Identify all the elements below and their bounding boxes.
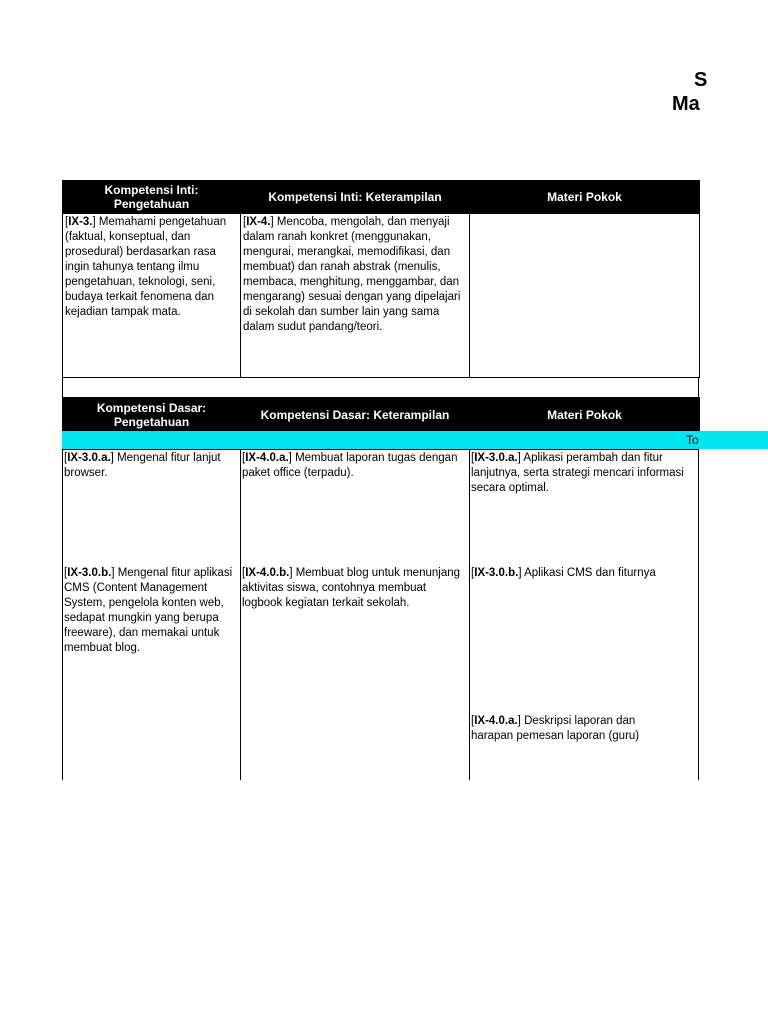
kd-text: Mengenal fitur aplikasi CMS (Content Management System, pengelola konten web, sedapat mungkin yang berupa freeware), dan memakai untuk membuat blog. [64, 567, 233, 654]
divider [62, 449, 699, 450]
header-materi-pokok-2: Materi Pokok [470, 398, 700, 432]
ki-code: IX-3. [68, 216, 93, 228]
ki-pengetahuan-cell: [IX-3.] Memahami pengetahuan (faktual, konseptual, dan prosedural) berdasarkan rasa ingin tahunya tentang ilmu pengetahuan, teknologi, seni, budaya terkait fenomena dan kejadian tampak mata. [63, 214, 241, 378]
list-item: [IX-3.0.b.] Mengenal fitur aplikasi CMS (Content Management System, pengelola konten web, sedapat mungkin yang berupa freeware), dan memakai untuk membuat blog. [64, 567, 233, 654]
kd-text: Membuat laporan tugas dengan paket office (terpadu). [242, 452, 458, 479]
kd-code: IX-4.0.a. [245, 452, 289, 464]
kd-code: IX-3.0.a. [67, 452, 111, 464]
title-line-1: S [694, 69, 708, 91]
kd-text: Aplikasi CMS dan fiturnya [521, 567, 656, 579]
divider [469, 449, 470, 780]
title-line-2: Ma [672, 93, 700, 115]
table-spacer [62, 377, 699, 397]
kd-text: Aplikasi perambah dan fitur lanjutnya, serta strategi mencari informasi secara optimal. [471, 452, 684, 494]
header-kd-pengetahuan: Kompetensi Dasar: Pengetahuan [63, 398, 241, 432]
kd-code: IX-3.0.b. [474, 567, 519, 579]
document-title [672, 68, 768, 116]
kd-text: Deskripsi laporan dan harapan pemesan laporan (guru) [471, 715, 640, 742]
kd-code: IX-4.0.b. [245, 567, 290, 579]
ki-text: Memahami pengetahuan (faktual, konseptual, dan prosedural) berdasarkan rasa ingin tahunya tentang ilmu pengetahuan, teknologi, seni, budaya terkait fenomena dan kejadian tampak mata. [65, 216, 227, 318]
ki-keterampilan-cell: [IX-4.] Mencoba, mengolah, dan menyaji dalam ranah konkret (menggunakan, mengurai, merangkai, memodifikasi, dan membuat) dan ranah abstrak (menulis, membaca, menghitung, menggambar, dan mengarang) sesuai dengan yang dipelajari di sekolah dan sumber lain yang sama dalam sudut pandang/teori. [241, 214, 470, 378]
kd-code: IX-4.0.a. [474, 715, 518, 727]
header-ki-pengetahuan: Kompetensi Inti: Pengetahuan [63, 181, 241, 214]
list-item: [IX-3.0.b.] Aplikasi CMS dan fiturnya [471, 567, 656, 579]
kd-code: IX-3.0.a. [474, 452, 518, 464]
divider [240, 449, 241, 780]
list-item: [IX-4.0.a.] Deskripsi laporan dan harapan pemesan laporan (guru) [471, 715, 640, 742]
header-ki-keterampilan: Kompetensi Inti: Keterampilan [241, 181, 470, 214]
kd-text: Membuat blog untuk menunjang aktivitas siswa, contohnya membuat logbook kegiatan terkait sekolah. [242, 567, 461, 609]
section-band [62, 431, 768, 449]
kd-text: Mengenal fitur lanjut browser. [64, 452, 221, 479]
divider [698, 449, 699, 780]
materi-pokok-cell [470, 214, 700, 378]
ki-text: Mencoba, mengolah, dan menyaji dalam ranah konkret (menggunakan, mengurai, merangkai, memodifikasi, dan membuat) dan ranah abstrak (menulis, membaca, menghitung, menggambar, dan mengarang) sesuai dengan yang dipelajari di sekolah dan sumber lain yang sama dalam sudut pandang/teori. [243, 216, 461, 333]
kompetensi-dasar-header [62, 397, 700, 432]
list-item: [IX-4.0.b.] Membuat blog untuk menunjang aktivitas siswa, contohnya membuat logbook kegiatan terkait sekolah. [242, 567, 461, 609]
ki-code: IX-4. [246, 216, 271, 228]
divider [62, 449, 63, 780]
kompetensi-dasar-body [62, 449, 699, 780]
list-item: [IX-3.0.a.] Aplikasi perambah dan fitur lanjutnya, serta strategi mencari informasi secara optimal. [471, 452, 684, 494]
table-row [63, 214, 700, 378]
header-kd-keterampilan: Kompetensi Dasar: Keterampilan [241, 398, 470, 432]
section-band-label: To [686, 433, 699, 447]
kompetensi-inti-table [62, 180, 700, 378]
list-item: [IX-4.0.a.] Membuat laporan tugas dengan paket office (terpadu). [242, 452, 458, 479]
kd-code: IX-3.0.b. [67, 567, 112, 579]
header-materi-pokok: Materi Pokok [470, 181, 700, 214]
list-item: [IX-3.0.a.] Mengenal fitur lanjut browser. [64, 452, 221, 479]
